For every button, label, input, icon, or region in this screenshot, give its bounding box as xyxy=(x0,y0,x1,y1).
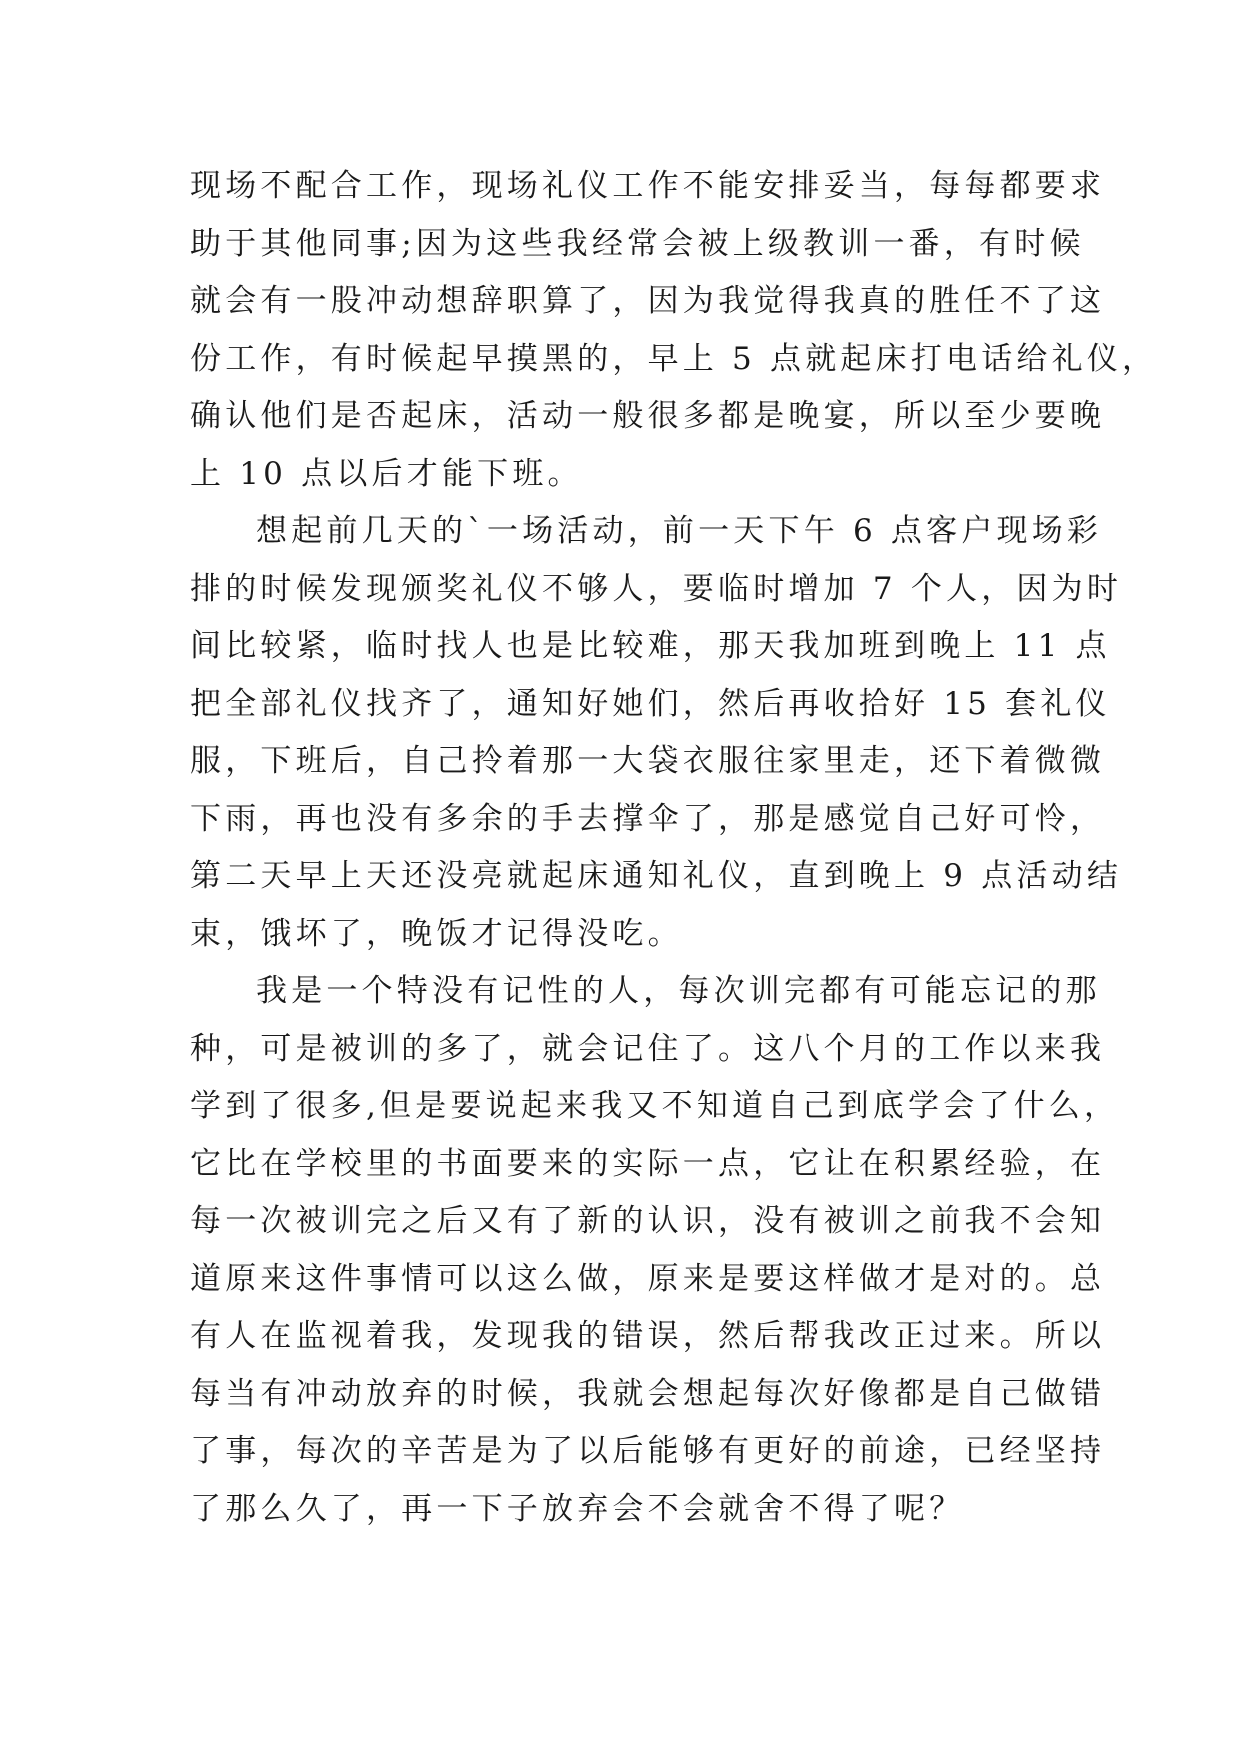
text-line: 种，可是被训的多了，就会记住了。这八个月的工作以来我 xyxy=(190,1030,1106,1067)
text-line: 排的时候发现颁奖礼仪不够人，要临时增加 7 个人，因为时 xyxy=(190,570,1123,607)
text-line: 现场不配合工作，现场礼仪工作不能安排妥当，每每都要求 xyxy=(190,168,1106,204)
text-line: 了那么久了，再一下子放弃会不会就舍不得了呢？ xyxy=(190,1490,965,1527)
text-line: 确认他们是否起床，活动一般很多都是晚宴，所以至少要晚 xyxy=(190,398,1106,434)
text-line: 每一次被训完之后又有了新的认识，没有被训之前我不会知 xyxy=(190,1203,1106,1239)
paragraph-1 xyxy=(190,158,1158,503)
text-line: 下雨，再也没有多余的手去撑伞了，那是感觉自己好可怜， xyxy=(190,800,1106,837)
text-line: 每当有冲动放弃的时候，我就会想起每次好像都是自己做错 xyxy=(190,1375,1106,1412)
text-line: 学到了很多,但是要说起来我又不知道自己到底学会了什么， xyxy=(190,1088,1120,1124)
paragraph-3 xyxy=(190,963,1120,1538)
text-line: 份工作，有时候起早摸黑的，早上 5 点就起床打电话给礼仪， xyxy=(190,340,1158,377)
text-line: 我是一个特没有记性的人，每次训完都有可能忘记的那 xyxy=(256,973,1101,1009)
text-line: 它比在学校里的书面要来的实际一点，它让在积累经验，在 xyxy=(190,1145,1106,1182)
paragraph-2 xyxy=(190,503,1123,963)
text-line: 就会有一股冲动想辞职算了，因为我觉得我真的胜任不了这 xyxy=(190,283,1106,319)
text-line: 间比较紧，临时找人也是比较难，那天我加班到晚上 11 点 xyxy=(190,628,1111,664)
text-line: 有人在监视着我，发现我的错误，然后帮我改正过来。所以 xyxy=(190,1318,1106,1354)
text-line: 想起前几天的`一场活动，前一天下午 6 点客户现场彩 xyxy=(256,513,1103,549)
text-line: 第二天早上天还没亮就起床通知礼仪，直到晚上 9 点活动结 xyxy=(190,858,1123,894)
text-line: 束，饿坏了，晚饭才记得没吃。 xyxy=(190,915,683,952)
text-line: 服，下班后，自己拎着那一大袋衣服往家里走，还下着微微 xyxy=(190,743,1106,779)
text-line: 把全部礼仪找齐了，通知好她们，然后再收拾好 15 套礼仪 xyxy=(190,685,1111,722)
document-body xyxy=(190,158,1158,1538)
text-line: 了事，每次的辛苦是为了以后能够有更好的前途，已经坚持 xyxy=(190,1433,1106,1469)
text-line: 上 10 点以后才能下班。 xyxy=(190,455,583,492)
text-line: 助于其他同事;因为这些我经常会被上级教训一番，有时候 xyxy=(190,225,1085,262)
text-line: 道原来这件事情可以这么做，原来是要这样做才是对的。总 xyxy=(190,1260,1106,1297)
